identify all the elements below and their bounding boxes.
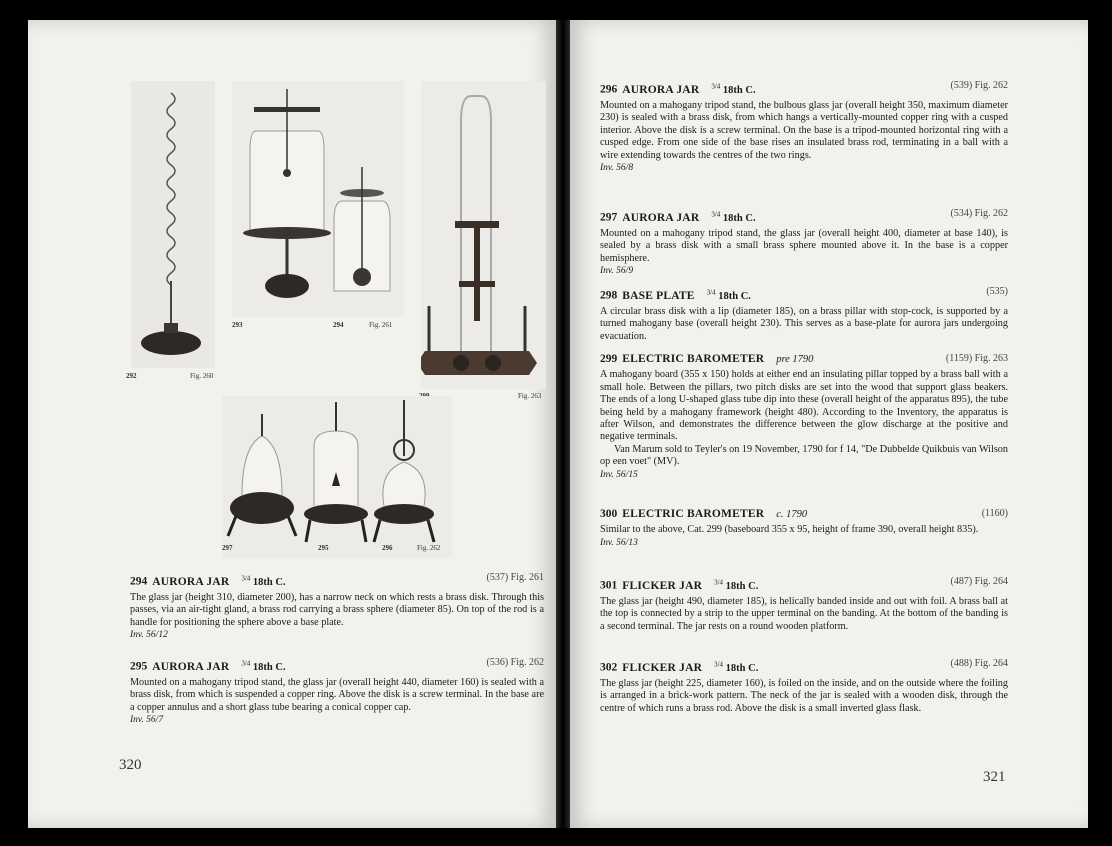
entry-date: pre 1790 bbox=[776, 354, 814, 365]
entry-description: Similar to the above, Cat. 299 (baseboard 355 x 95, height of frame 390, overall height 835). bbox=[600, 524, 979, 536]
caption-fig-263: Fig. 263 bbox=[518, 392, 542, 400]
page-number: 321 bbox=[983, 769, 1006, 785]
entry-description: A mahogany board (355 x 150) holds at either end an insulating pillar topped by a brass ball with a small hole. Between the pillars, two pitch disks are set into the wood that support glass beakers. The ends of a long U-shaped glass tube dip into these (overall height of the apparatus 895), the tube being held by a mahogany framework (height 480). According to the Inventory, the apparatus is after Wilson, and demonstrates the difference between the glow discharge at the positive and negative terminals. bbox=[600, 369, 1008, 443]
entry-reference: (537) Fig. 261 bbox=[486, 572, 544, 583]
entry-heading bbox=[600, 208, 1008, 225]
inventory-number: Inv. 56/8 bbox=[600, 162, 634, 173]
catalogue-entry-302 bbox=[600, 658, 1008, 715]
entry-heading bbox=[600, 576, 1008, 593]
entry-title: BASE PLATE bbox=[622, 289, 695, 302]
entry-description: Mounted on a mahogany tripod stand, the glass jar (overall height 400, diameter at base 140), is sealed by a brass disk with a small brass sphere mounted above it. In the base is a copper hemisphere. bbox=[600, 227, 1008, 264]
catalogue-entry-295 bbox=[130, 657, 544, 727]
entry-date: $^{3/4}$ 18th C. bbox=[714, 578, 759, 592]
entry-reference: (1159) Fig. 263 bbox=[945, 353, 1008, 364]
caption-295: 295 bbox=[318, 544, 329, 552]
entry-title: AURORA JAR bbox=[622, 83, 700, 96]
entry-heading bbox=[600, 286, 1008, 303]
entry-number: 297 bbox=[600, 211, 618, 224]
entry-note: Van Marum sold to Teyler's on 19 November, 1790 for f 14, "De Dubbelde Quikbuis van Wilson op een voet" (MV). bbox=[600, 443, 1008, 468]
entry-title: AURORA JAR bbox=[152, 660, 230, 673]
entry-reference: (536) Fig. 262 bbox=[486, 657, 544, 668]
photo-fig-262 bbox=[222, 396, 452, 558]
entry-description: The glass jar (height 225, diameter 160), is foiled on the inside, and on the outside where the foiling is arranged in a brick-work pattern. The neck of the jar is sealed with a wooden disk, through the centre of which runs a brass rod. Above the disk is a small inverted glass flask. bbox=[600, 677, 1008, 714]
entry-reference: (535) bbox=[986, 286, 1008, 297]
inventory-number: Inv. 56/7 bbox=[130, 715, 164, 726]
entry-title: ELECTRIC BAROMETER bbox=[622, 353, 765, 365]
caption-294: 294 bbox=[333, 321, 344, 329]
entry-heading bbox=[600, 508, 1008, 521]
photo-fig-260 bbox=[131, 81, 215, 368]
caption-fig-261: Fig. 261 bbox=[369, 321, 393, 329]
entry-reference: (488) Fig. 264 bbox=[950, 658, 1008, 669]
entry-description: Mounted on a mahogany tripod stand, the bulbous glass jar (overall height 350, maximum diameter 230) is sealed with a brass disk, from which hangs a vertically-mounted copper ring with a cusped interior. Above the disk is a screw terminal. On the base is a tripod-mounted horizontal ring with a cusped edge. From one side of the base rises an insulated brass rod, terminating in a ball with a wire extending towards the centres of the two rings. bbox=[600, 99, 1008, 161]
entry-description: The glass jar (height 310, diameter 200), has a narrow neck on which rests a brass disk. Through this passes, via an air-tight gland, a brass rod carrying a brass sphere (diameter 85). On top of the rod is a handle for positioning the sphere above a base plate. bbox=[130, 591, 544, 628]
catalogue-entry-296 bbox=[600, 80, 1008, 174]
entry-reference: (534) Fig. 262 bbox=[950, 208, 1008, 219]
caption-293: 293 bbox=[232, 321, 243, 329]
entry-heading bbox=[600, 80, 1008, 97]
entry-heading bbox=[600, 658, 1008, 675]
catalogue-entry-300 bbox=[600, 508, 1008, 549]
entry-heading bbox=[130, 572, 544, 589]
entry-heading bbox=[130, 657, 544, 674]
caption-fig-260: Fig. 260 bbox=[190, 372, 214, 380]
entry-date: $^{3/4}$ 18th C. bbox=[241, 659, 286, 673]
entry-reference: (1160) bbox=[981, 508, 1008, 519]
left-page bbox=[28, 20, 556, 828]
entry-title: AURORA JAR bbox=[152, 575, 230, 588]
entry-date: $^{3/4}$ 18th C. bbox=[241, 574, 286, 588]
entry-date: $^{3/4}$ 18th C. bbox=[714, 660, 759, 674]
entry-date: $^{3/4}$ 18th C. bbox=[711, 210, 756, 224]
caption-296: 296 bbox=[382, 544, 393, 552]
entry-title: FLICKER JAR bbox=[622, 661, 703, 674]
catalogue-entry-294 bbox=[130, 572, 544, 642]
catalogue-entry-299 bbox=[600, 353, 1008, 481]
catalogue-entry-301 bbox=[600, 576, 1008, 633]
inventory-number: Inv. 56/13 bbox=[600, 537, 638, 548]
photo-fig-263 bbox=[421, 81, 546, 389]
entry-date: $^{3/4}$ 18th C. bbox=[706, 288, 751, 302]
entry-number: 294 bbox=[130, 575, 148, 588]
entry-number: 296 bbox=[600, 83, 618, 96]
entry-number: 299 bbox=[600, 353, 618, 365]
entry-number: 300 bbox=[600, 508, 618, 520]
inventory-number: Inv. 56/15 bbox=[600, 469, 638, 480]
entry-reference: (539) Fig. 262 bbox=[950, 80, 1008, 91]
entry-number: 302 bbox=[600, 661, 618, 674]
entry-title: AURORA JAR bbox=[622, 211, 700, 224]
catalogue-entry-297 bbox=[600, 208, 1008, 278]
inventory-number: Inv. 56/12 bbox=[130, 630, 168, 641]
entry-description: Mounted on a mahogany tripod stand, the glass jar (overall height 440, diameter 160) is sealed with a brass disk, from which is suspended a copper ring. Above the disk is a screw terminal. In the base are a copper annulus and a short glass tube bearing a conical copper cap. bbox=[130, 676, 544, 713]
caption-292: 292 bbox=[126, 372, 137, 380]
entry-number: 295 bbox=[130, 660, 148, 673]
entry-description: The glass jar (height 490, diameter 185), is helically banded inside and out with foil. A brass ball at the top is connected by a strip to the upper terminal on the banding. At the bottom of the banding is a second terminal. The jar rests on a round wooden platform. bbox=[600, 595, 1008, 632]
entry-date: $^{3/4}$ 18th C. bbox=[711, 82, 756, 96]
entry-description: A circular brass disk with a lip (diameter 185), on a brass pillar with stop-cock, is supported by a turned mahogany base (overall height 230). This serves as a base-plate for aurora jars undergoing evacuation. bbox=[600, 305, 1008, 342]
entry-date: c. 1790 bbox=[776, 509, 808, 520]
photo-fig-261 bbox=[232, 81, 404, 317]
entry-title: FLICKER JAR bbox=[622, 579, 703, 592]
catalogue-entry-298 bbox=[600, 286, 1008, 343]
entry-heading bbox=[600, 353, 1008, 366]
book-gutter bbox=[556, 20, 570, 828]
entry-title: ELECTRIC BAROMETER bbox=[622, 508, 765, 520]
inventory-number: Inv. 56/9 bbox=[600, 266, 634, 277]
entry-number: 298 bbox=[600, 289, 618, 302]
entry-number: 301 bbox=[600, 579, 618, 592]
caption-fig-262: Fig. 262 bbox=[417, 544, 441, 552]
entry-reference: (487) Fig. 264 bbox=[950, 576, 1008, 587]
caption-297: 297 bbox=[222, 544, 233, 552]
right-page bbox=[570, 20, 1088, 828]
page-number: 320 bbox=[119, 757, 142, 773]
